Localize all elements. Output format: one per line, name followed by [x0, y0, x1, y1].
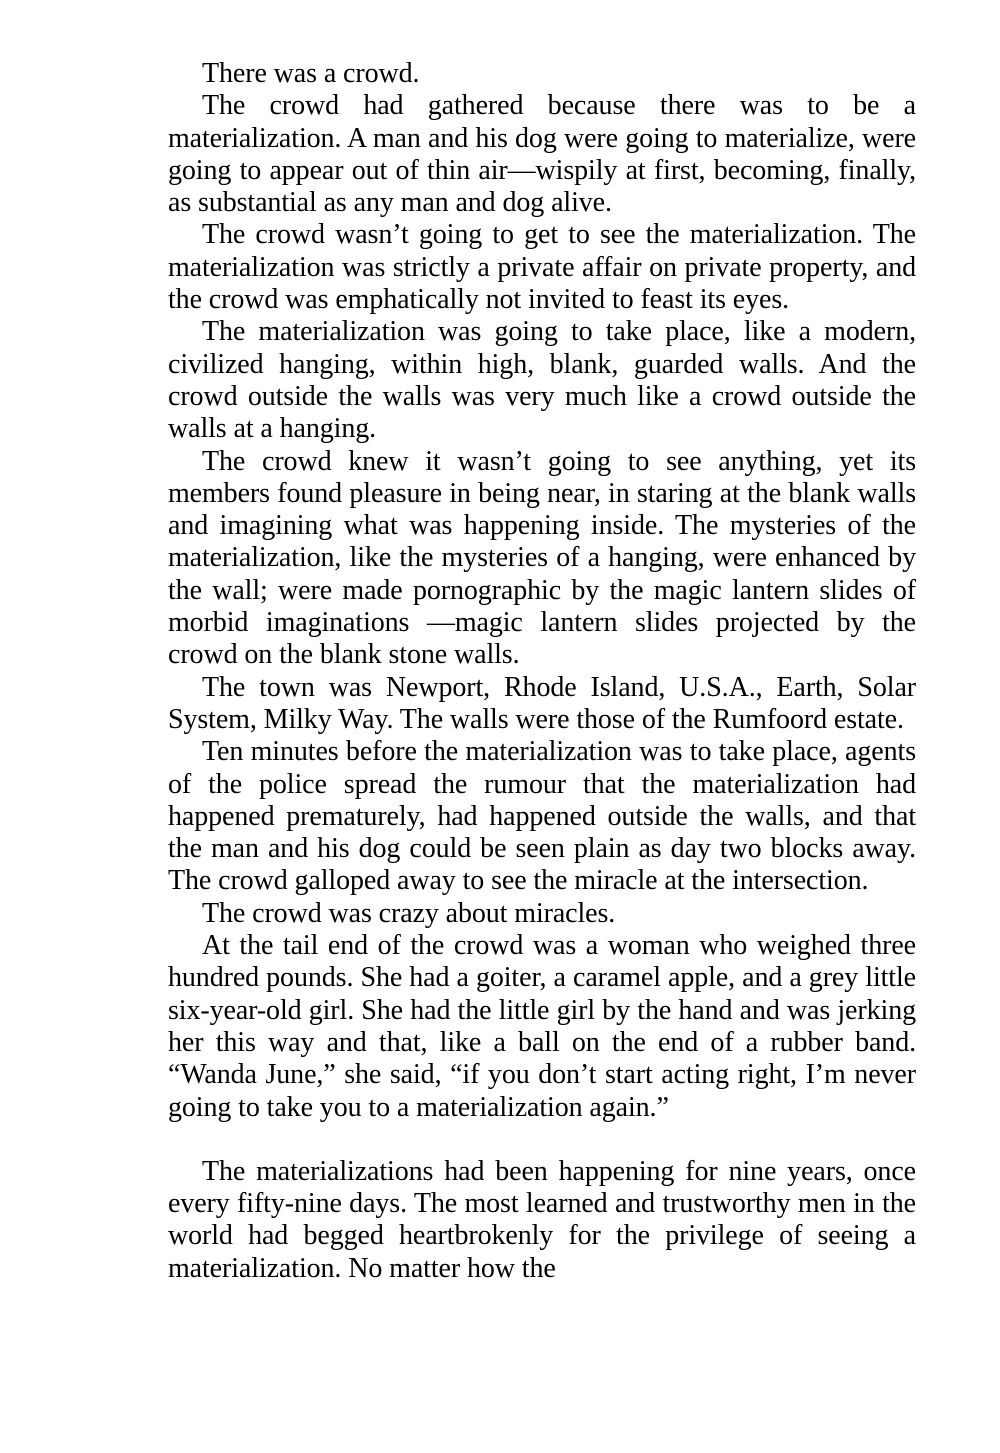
paragraph-6: The town was Newport, Rhode Island, U.S.A., Earth, Solar System, Milky Way. The walls were those of the Rumfoord estate.	[168, 671, 916, 735]
paragraph-3: The crowd wasn’t going to get to see the materialization. The materialization was strictly a private affair on private property, and the crowd was emphatically not invited to feast its eyes.	[168, 219, 916, 316]
paragraph-8: The crowd was crazy about miracles.	[202, 897, 616, 929]
paragraph-5: The crowd knew it wasn’t going to see anything, yet its members found pleasure in being near, in staring at the blank walls and imagining what was happening inside. The mysteries of the materialization, like the mysteries of a hanging, were enhanced by the wall; were made pornographic by the magic lantern slides of morbid imaginations —magic lantern slides projected by the crowd on the blank stone walls.	[168, 445, 916, 671]
paragraph-2: The crowd had gathered because there was to be a materialization. A man and his dog were going to materialize, were going to appear out of thin air—wispily at first, becoming, finally, as substantial as any man and dog alive.	[168, 90, 916, 219]
paragraph-9: At the tail end of the crowd was a woman who weighed three hundred pounds. She had a goiter, a caramel apple, and a grey little six-year-old girl. She had the little girl by the hand and was jerking her this way and that, like a ball on the end of a rubber band. “Wanda June,” she said, “if you don’t start acting right, I’m never going to take you to a materialization again.”	[168, 930, 916, 1123]
paragraph-10: The materializations had been happening for nine years, once every fifty-nine days. The most learned and trustworthy men in the world had begged heartbrokenly for the privilege of seeing a materialization. No matter how the	[168, 1155, 916, 1284]
paragraph-4: The materialization was going to take place, like a modern, civilized hanging, within high, blank, guarded walls. And the crowd outside the walls was very much like a crowd outside the walls at a hanging.	[168, 316, 916, 445]
book-page-text	[168, 58, 916, 1285]
paragraph-7: Ten minutes before the materialization was to take place, agents of the police spread the rumour that the materialization had happened prematurely, had happened outside the walls, and that the man and his dog could be seen plain as day two blocks away. The crowd galloped away to see the miracle at the intersection.	[168, 736, 916, 897]
paragraph-1: There was a crowd.	[202, 58, 420, 89]
